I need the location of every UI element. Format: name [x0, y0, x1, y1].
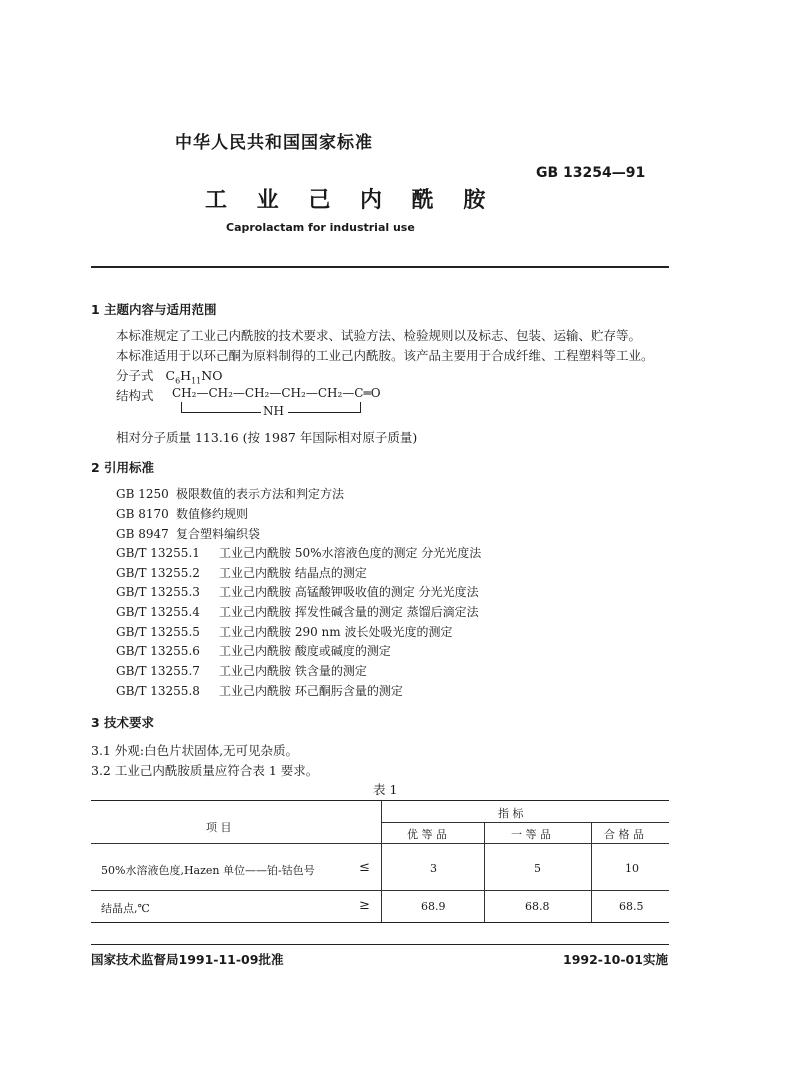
table-divider: [484, 822, 485, 922]
section-1-paragraph-1: 本标准规定了工业己内酰胺的技术要求、试验方法、检验规则以及标志、包装、运输、贮存等。: [116, 328, 642, 343]
issuing-authority: 中华人民共和国国家标准: [175, 133, 373, 153]
table-cell-value: 68.8: [525, 900, 550, 913]
table-cell-item: 结晶点,℃: [101, 902, 150, 915]
table-divider: [381, 801, 382, 922]
reference-item: GB/T 13255.2 工业己内酰胺 结晶点的测定: [116, 566, 367, 580]
reference-item: GB/T 13255.4 工业己内酰胺 挥发性碱含量的测定 蒸馏后滴定法: [116, 605, 479, 619]
reference-item: GB/T 13255.8 工业己内酰胺 环己酮肟含量的测定: [116, 684, 403, 698]
section-1-paragraph-2: 本标准适用于以环己酮为原料制得的工业己内酰胺。该产品主要用于合成纤维、工程塑料等工业。: [116, 348, 654, 363]
table-divider: [591, 822, 592, 922]
reference-item: GB 8947 复合塑料编织袋: [116, 527, 261, 541]
table-cell-item: 50%水溶液色度,Hazen 单位——铂-钴色号: [101, 864, 315, 877]
implementation-date: 1992-10-01实施: [563, 952, 668, 967]
reference-item: GB/T 13255.5 工业己内酰胺 290 nm 波长处吸光度的测定: [116, 625, 453, 639]
structure-bond-bottom-right: [288, 412, 360, 413]
structure-bond-right: [360, 402, 361, 413]
section-2-title: 2 引用标准: [91, 460, 155, 475]
table-cell-value: 10: [625, 862, 639, 875]
structure-label: 结构式: [116, 388, 154, 403]
section-1-title: 1 主题内容与适用范围: [91, 302, 217, 317]
table-header-grade-1: 优 等 品: [407, 828, 447, 841]
formula-value: $C_6H_{11}NO$: [165, 368, 223, 386]
table-cell-operator: ≥: [359, 898, 370, 913]
table-divider: [91, 843, 669, 844]
table-cell-operator: ≤: [359, 860, 370, 875]
table-divider: [91, 890, 669, 891]
header-divider: [91, 266, 669, 268]
footer-divider: [91, 944, 669, 945]
spec-table: [91, 800, 669, 923]
table-header-index: 指 标: [498, 807, 524, 820]
section-3-title: 3 技术要求: [91, 715, 155, 730]
table-divider: [381, 822, 669, 823]
structure-chain: CH₂—CH₂—CH₂—CH₂—CH₂—C═O: [172, 386, 381, 400]
table-cell-value: 68.9: [421, 900, 446, 913]
formula-label: 分子式: [116, 368, 154, 383]
reference-item: GB 8170 数值修约规则: [116, 507, 249, 521]
reference-item: GB/T 13255.1 工业己内酰胺 50%水溶液色度的测定 分光光度法: [116, 546, 482, 560]
reference-item: GB 1250 极限数值的表示方法和判定方法: [116, 487, 345, 501]
standard-number: GB 13254—91: [536, 165, 646, 181]
document-title-cn: 工 业 己 内 酰 胺: [205, 188, 486, 213]
reference-item: GB/T 13255.6 工业己内酰胺 酸度或碱度的测定: [116, 644, 391, 658]
table-cell-value: 5: [534, 862, 541, 875]
structure-bond-bottom-left: [181, 412, 261, 413]
table-cell-value: 68.5: [619, 900, 644, 913]
document-title-en: Caprolactam for industrial use: [226, 221, 415, 234]
molecular-weight: 相对分子质量 113.16 (按 1987 年国际相对原子质量): [116, 430, 418, 445]
reference-item: GB/T 13255.3 工业己内酰胺 高锰酸钾吸收值的测定 分光光度法: [116, 585, 479, 599]
clause-3-1: 3.1 外观:白色片状固体,无可见杂质。: [91, 743, 299, 758]
table-caption: 表 1: [373, 782, 398, 797]
table-cell-value: 3: [430, 862, 437, 875]
clause-3-2: 3.2 工业己内酰胺质量应符合表 1 要求。: [91, 763, 319, 778]
molecular-formula: [116, 366, 222, 386]
table-header-item: 项 目: [206, 821, 232, 834]
table-header-grade-3: 合 格 品: [604, 828, 644, 841]
structure-nh: NH: [263, 404, 284, 418]
approval-date: 国家技术监督局1991-11-09批准: [91, 952, 284, 967]
table-header-grade-2: 一 等 品: [511, 828, 551, 841]
reference-item: GB/T 13255.7 工业己内酰胺 铁含量的测定: [116, 664, 367, 678]
